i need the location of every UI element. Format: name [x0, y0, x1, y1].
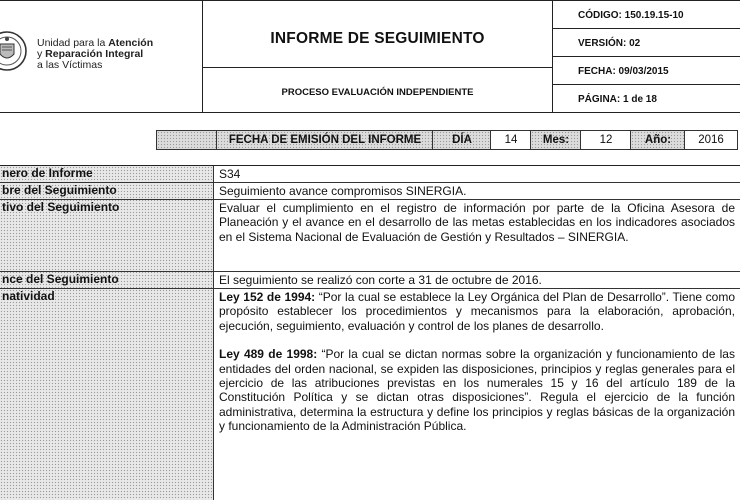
- organization-name: Unidad para la Atención y Reparación Integral a las Víctimas: [37, 37, 154, 71]
- regulations-label: natividad: [2, 289, 55, 303]
- law-489-title: Ley 489 de 1998:: [219, 347, 318, 362]
- coat-of-arms-icon: [0, 30, 28, 72]
- report-number-value: S34: [213, 166, 740, 183]
- law-152-title: Ley 152 de 1994:: [219, 290, 316, 304]
- emission-date-label: FECHA DE EMISIÓN DEL INFORME: [216, 130, 434, 150]
- document-version: VERSIÓN: 02: [578, 38, 641, 49]
- document-title: INFORME DE SEGUIMIENTO: [270, 30, 485, 47]
- page-number: PÁGINA: 1 de 18: [578, 94, 657, 105]
- regulations-value: [213, 289, 740, 500]
- scope-label: nce del Seguimiento: [0, 272, 213, 289]
- objective-label: tivo del Seguimiento: [0, 200, 213, 272]
- follow-up-name-label: bre del Seguimiento: [0, 183, 213, 200]
- year-value: 2016: [684, 130, 738, 150]
- day-label: DÍA: [432, 130, 492, 150]
- scope-value: El seguimiento se realizó con corte a 31 de octubre de 2016.: [213, 272, 740, 289]
- process-name: PROCESO EVALUACIÓN INDEPENDIENTE: [281, 87, 474, 98]
- emission-bar-spacer: [156, 130, 218, 150]
- day-value: 14: [490, 130, 532, 150]
- month-value: 12: [580, 130, 632, 150]
- objective-value: Evaluar el cumplimiento en el registro de información por parte de la Oficina Asesora de Planeación y el avance en el desarrollo de las metas establecidas en los indicadores asociados en el Sistema Nacional de Evaluación de Gestión y Resultados – SINERGIA.: [213, 200, 740, 272]
- law-489-paragraph: [219, 347, 735, 433]
- follow-up-name-value: Seguimiento avance compromisos SINERGIA.: [213, 183, 740, 200]
- month-label: Mes:: [530, 130, 582, 150]
- law-152-text: “Por la cual se establece la Ley Orgánica del Plan de Desarrollo”. Tiene como propósito establecer los procedimientos y mecanismos para la elaboración, aprobación, ejecución, seguimiento, evaluación y control de los planes de desarrollo.: [219, 290, 735, 333]
- law-152-paragraph: [219, 290, 735, 333]
- document-date: FECHA: 09/03/2015: [578, 66, 669, 77]
- document-code: CÓDIGO: 150.19.15-10: [578, 10, 684, 21]
- report-number-label: nero de Informe: [0, 166, 213, 183]
- law-489-text: “Por la cual se dictan normas sobre la organización y funcionamiento de las entidades del orden nacional, se expiden las disposiciones, principios y reglas generales para el ejercicio de las atribuciones previstas en los numerales 15 y 16 del artículo 189 de la Constitución Política y se dictan otras disposiciones”. Regula el ejercicio de la función administrativa, determina la estructura y define los principios y reglas básicas de la organización y funcionamiento de la Administración Pública.: [219, 347, 735, 434]
- year-label: Año:: [630, 130, 686, 150]
